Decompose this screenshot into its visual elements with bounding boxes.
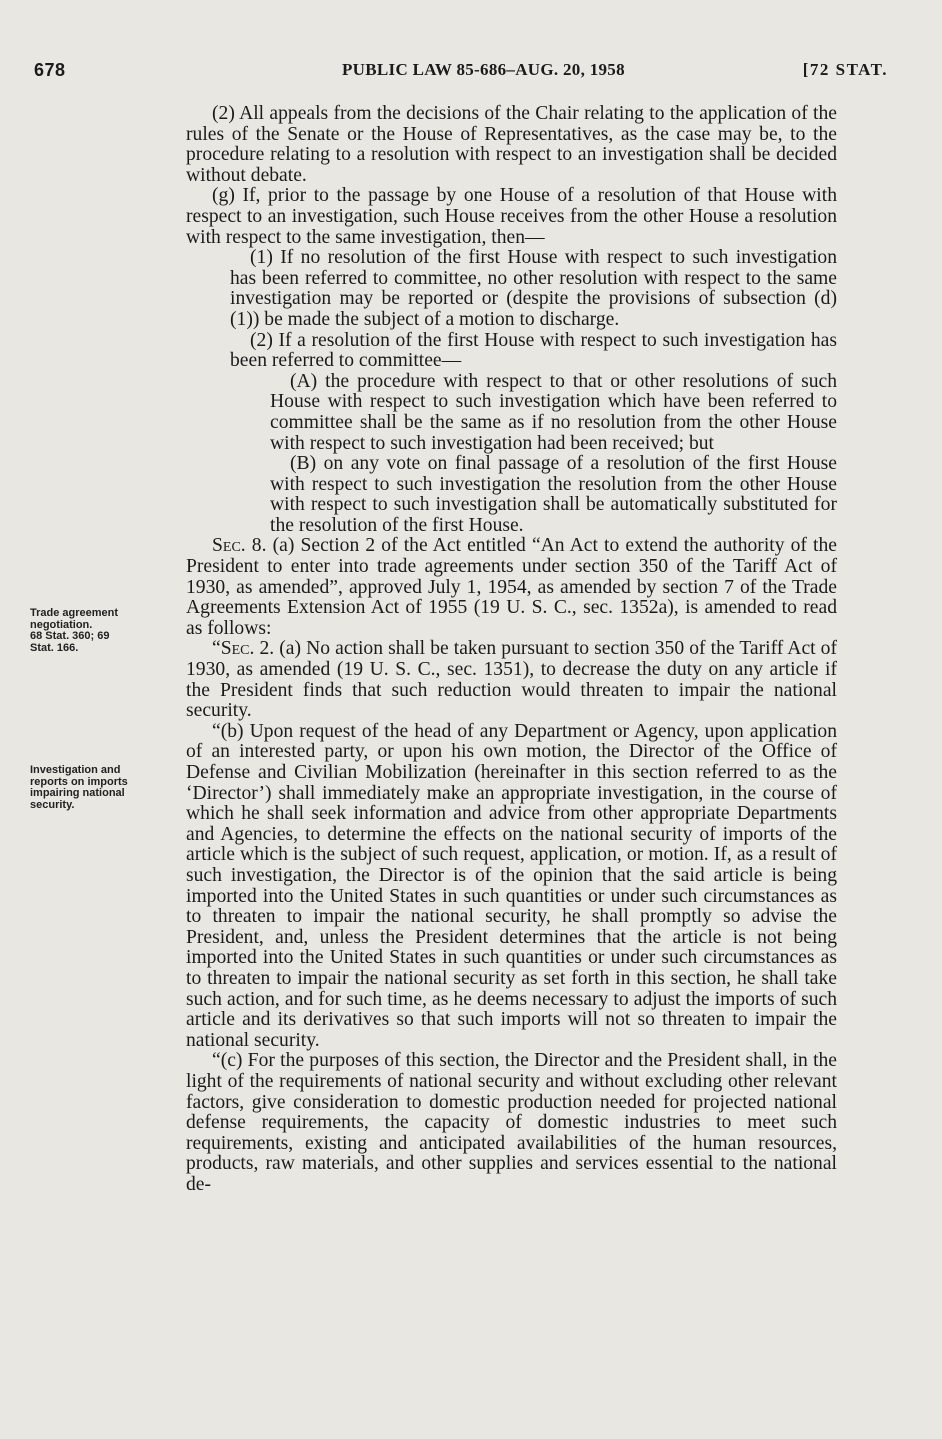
margin-note-line: negotiation. (30, 618, 93, 631)
margin-note-investigation (30, 765, 180, 811)
margin-note-line: security. (30, 798, 75, 811)
margin-note-line: 68 Stat. 360; 69 (30, 630, 110, 642)
margin-note-line: reports on imports (30, 775, 128, 788)
paragraph-appeals: (2) All appeals from the decisions of the Chair relating to the application of the rules of the Senate or the House of Representatives, as the case may be, to the procedure relating to a resolution with respect to an investigation shall be decided without debate. (186, 103, 837, 186)
paragraph-g-2-a: (A) the procedure with respect to that or other resolutions of such House with respect to such investigation which have been referred to committee shall be the same as if no resolution from the other House with respect to such investigation had been received; but (270, 370, 837, 454)
statute-reference: [72 STAT. (802, 60, 888, 79)
paragraph-g-2-b: (B) on any vote on final passage of a resolution of the first House with respect to such investigation the resolution from the other House with respect to such investigation shall be automatically substituted for the resolution of the first House. (270, 453, 837, 536)
section-label: Sec. 8. (212, 535, 267, 557)
paragraph-g: (g) If, prior to the passage by one House of a resolution of that House with respect to an investigation, such House receives from the other House a resolution with respect to the same investigation, then— (186, 185, 837, 248)
margin-note-trade-agreement (30, 608, 180, 654)
margin-note-line: Investigation and (30, 764, 121, 776)
paragraph-c: “(c) For the purposes of this section, the Director and the President shall, in the light of the requirements of national security and without excluding other relevant factors, give consideration to domestic production needed for projected national defense requirements, the capacity of domestic industries to meet such requirements, existing and anticipated availabilities of the human resources, products, raw materials, and other supplies and services essential to the national de- (186, 1050, 837, 1195)
running-head: PUBLIC LAW 85-686–AUG. 20, 1958 (342, 60, 625, 79)
page-number: 678 (34, 60, 66, 80)
page-header (28, 60, 888, 90)
margin-note-line: Stat. 166. (30, 641, 79, 654)
margin-note-line: Trade agreement (30, 607, 119, 619)
body-text (186, 104, 837, 1195)
section-label: “Sec. (212, 638, 255, 660)
margin-note-line: impairing national (30, 787, 125, 799)
paragraph-sec-2-a-text: 2. (a) No action shall be taken pursuant to section 350 of the Tariff Act of 1930, as amended (19 U. S. C., sec. 1351), to decrease the duty on any article if the President finds that such reduction would threaten to impair the national security. (186, 638, 837, 722)
paragraph-sec-8 (186, 536, 837, 639)
paragraph-sec-2-a (186, 639, 837, 721)
paragraph-b: “(b) Upon request of the head of any Department or Agency, upon application of an interested party, or upon his own motion, the Director of the Office of Defense and Civilian Mobilization (hereinafter in this section referred to as the ‘Director’) shall immediately make an appropriate investigation, in the course of which he shall seek information and advice from other appropriate Departments and Agencies, to determine the effects on the national security of imports of the article which is the subject of such request, application, or motion. If, as a result of such investigation, the Director is of the opinion that the said article is being imported into the United States in such quantities or under such circumstances as to threaten to impair the national security, he shall promptly so advise the President, and, unless the President determines that the article is not being imported into the United States in such quantities or under such circumstances as to threaten to impair the national security as set forth in this section, he shall take such action, and for such time, as he deems necessary to adjust the imports of such article and its derivatives so that such imports will not so threaten to impair the national security. (186, 720, 837, 1051)
paragraph-g-2: (2) If a resolution of the first House with respect to such investigation has been referred to committee— (230, 329, 837, 372)
paragraph-sec-8-text: (a) Section 2 of the Act entitled “An Act to extend the authority of the President to enter into trade agreements under section 350 of the Tariff Act of 1930, as amended”, approved July 1, 1954, as amended by section 7 of the Trade Agreements Extension Act of 1955 (19 U. S. C., sec. 1352a), is amended to read as follows: (186, 535, 837, 639)
paragraph-g-1: (1) If no resolution of the first House with respect to such investigation has been referred to committee, no other resolution with respect to the same investigation may be reported or (despite the provisions of subsection (d) (1)) be made the subject of a motion to discharge. (230, 247, 837, 330)
